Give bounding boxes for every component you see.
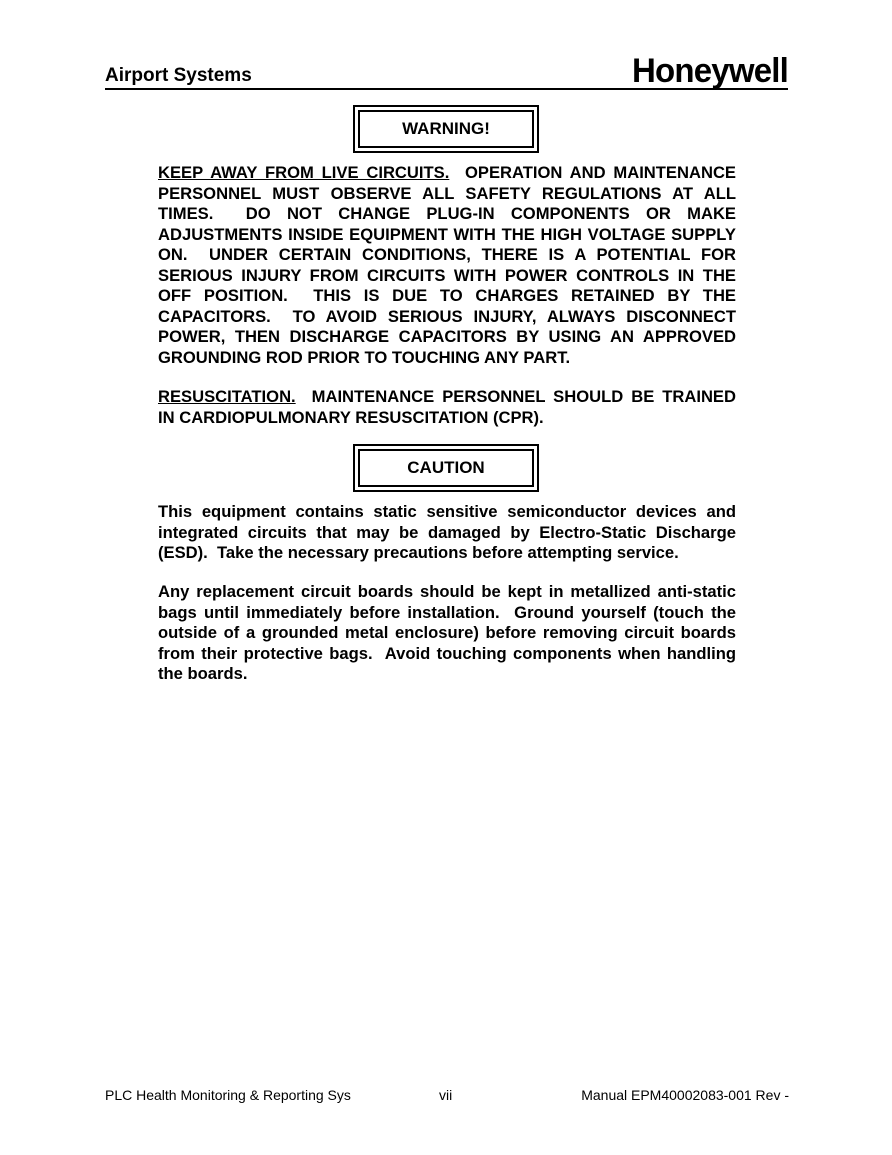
warning-paragraph-live-circuits bbox=[158, 163, 741, 368]
warning-heading-live-circuits: KEEP AWAY FROM LIVE CIRCUITS. bbox=[158, 163, 450, 182]
footer-manual-number: Manual EPM40002083-001 Rev - bbox=[581, 1087, 789, 1103]
caution-box bbox=[353, 444, 539, 492]
warning-label: WARNING! bbox=[358, 110, 534, 148]
caution-paragraph-circuit-boards: Any replacement circuit boards should be kept in metallized anti-static bags until immediately before installation. Ground yourself (touch the outside of a grounded metal enclosure) before removing circuit boards from their protective bags. Avoid touching components when handling the boards. bbox=[158, 582, 741, 683]
honeywell-logo: Honeywell bbox=[631, 50, 788, 90]
warning-box bbox=[353, 105, 539, 153]
footer-page-number: vii bbox=[439, 1087, 453, 1103]
section-title: Airport Systems bbox=[105, 65, 252, 86]
footer-document-title: PLC Health Monitoring & Reporting Sys bbox=[105, 1087, 351, 1103]
caution-paragraph-esd: This equipment contains static sensitive semiconductor devices and integrated circuits that may be damaged by Electro-Static Discharge (ESD). Take the necessary precautions before attempting service. bbox=[158, 502, 741, 562]
warning-heading-resuscitation: RESUSCITATION. bbox=[158, 387, 296, 406]
warning-paragraph-resuscitation bbox=[158, 387, 741, 428]
page-header bbox=[105, 48, 788, 90]
warning-text-live-circuits: OPERATION AND MAINTENANCE PERSONNEL MUST OBSERVE ALL SAFETY REGULATIONS AT ALL TIMES. DO NOT CHANGE PLUG-IN COMPONENTS OR MAKE ADJUSTMENTS INSIDE EQUIPMENT WITH THE HIGH VOLTAGE SUPPLY ON. UNDER CERTAIN CONDITIONS, THERE IS A POTENTIAL FOR SERIOUS INJURY FROM CIRCUITS WITH POWER CONTROLS IN THE OFF POSITION. THIS IS DUE TO CHARGES RETAINED BY THE CAPACITORS. TO AVOID SERIOUS INJURY, ALWAYS DISCONNECT POWER, THEN DISCHARGE CAPACITORS BY USING AN APPROVED GROUNDING ROD PRIOR TO TOUCHING ANY PART. bbox=[158, 163, 741, 367]
warning-text-resuscitation: MAINTENANCE PERSONNEL SHOULD BE TRAINED IN CARDIOPULMONARY RESUSCITATION (CPR). bbox=[158, 387, 741, 427]
caution-label: CAUTION bbox=[358, 449, 534, 487]
